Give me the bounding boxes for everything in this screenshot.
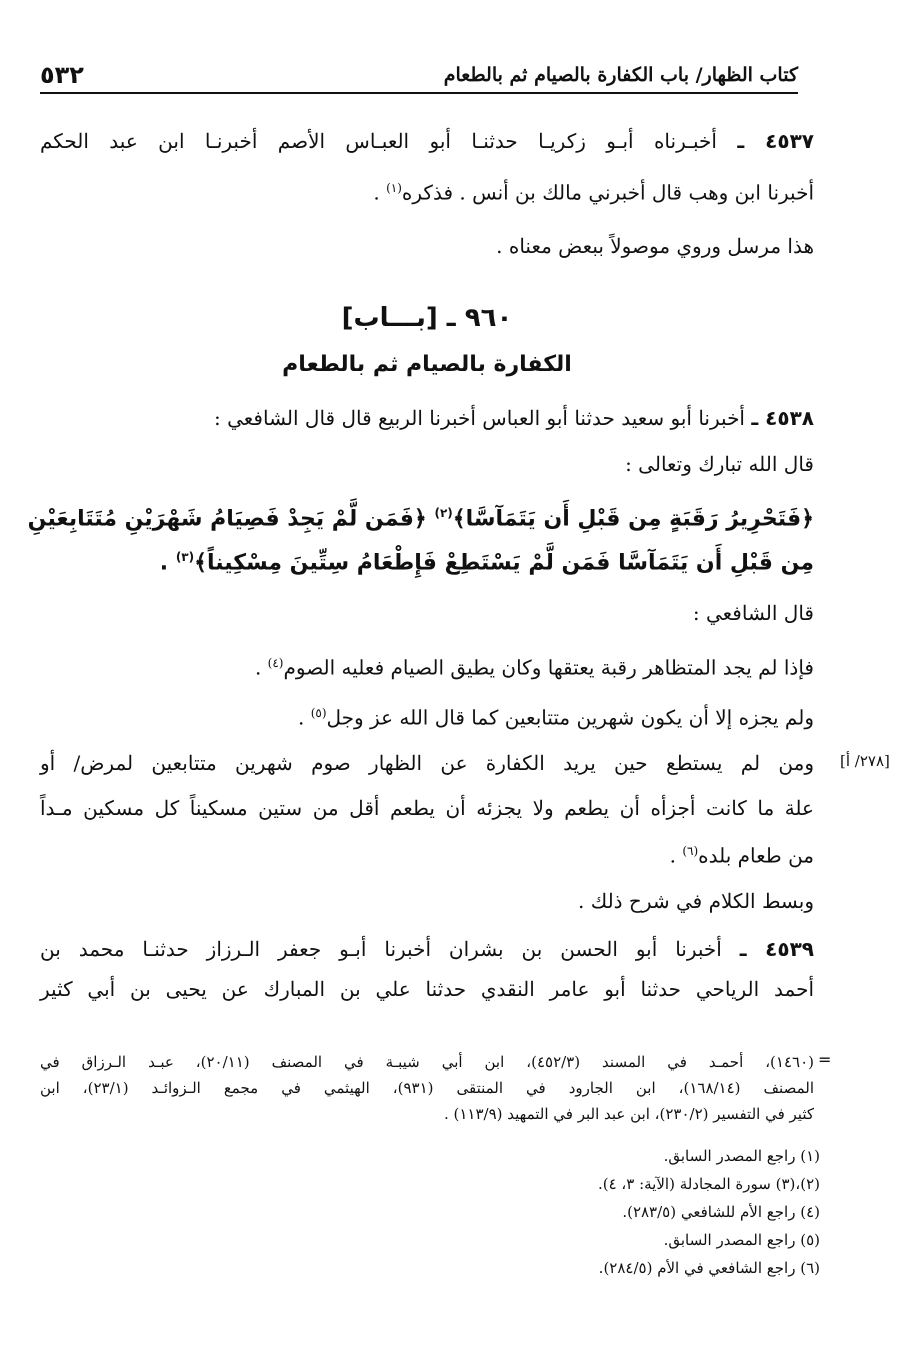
- quran-verse-line-1: [27, 498, 814, 534]
- header-title: كتاب الظهار/ باب الكفارة بالصيام ثم بالطعام: [443, 64, 798, 86]
- quran-text: ﴿فَمَن لَّمْ يَجِدْ فَصِيَامُ شَهْرَيْنِ مُتَتَابِعَيْنِ: [27, 506, 427, 532]
- page-number: ٥٣٢: [40, 61, 84, 89]
- paragraph-text: من طعام بلده: [698, 843, 814, 868]
- paragraph-wa-man-line-2: علة ما كانت أجزأه أن يطعم ولا يجزئه أن يطعم أقل من ستين مسكيناً كل مسكين مـداً: [40, 796, 814, 820]
- quran-text: ﴿فَتَحْرِيرُ رَقَبَةٍ مِن قَبْلِ أَن يَتَمَآسَّا﴾: [452, 506, 814, 532]
- footnote-continued-line-2: المصنف (١٦٨/١٤)، ابن الجارود في المنتقى (٩٣١)، الهيثمي في مجمع الـزوائـد (٢٣/١)، ابن: [40, 1079, 814, 1097]
- hadith-number: ٤٥٣٧ ـ: [737, 129, 814, 153]
- footnote-2-3: (٢)،(٣) سورة المجادلة (الآية: ٣، ٤).: [597, 1175, 820, 1193]
- quran-text: مِن قَبْلِ أَن يَتَمَآسَّا فَمَن لَّمْ يَسْتَطِعْ فَإِطْعَامُ سِتِّينَ مِسْكِيناً﴾: [194, 550, 814, 576]
- hadith-text: أخبرنا ابن وهب قال أخبرني مالك بن أنس . فذكره: [401, 180, 814, 205]
- footnote-ref: (٥): [310, 706, 327, 720]
- hadith-text: أخبرنا أبو الحسن بن بشران أخبرنا أبـو جعفر الـرزاز حدثنـا محمد بن: [40, 937, 722, 961]
- mursal-note: هذا مرسل وروي موصولاً ببعض معناه .: [496, 234, 814, 258]
- chapter-title: الكفارة بالصيام ثم بالطعام: [282, 352, 572, 377]
- footnote-6: (٦) راجع الشافعي في الأم (٢٨٤/٥).: [598, 1259, 820, 1277]
- footnote-4: (٤) راجع الأم للشافعي (٢٨٣/٥).: [622, 1203, 820, 1221]
- footnote-ref: (٣): [175, 550, 195, 564]
- hadith-4537-line-2: [373, 173, 814, 208]
- footnote-ref: (٦): [682, 844, 699, 858]
- paragraph-wa-man-line-3: من طعام بلده$^{(٦)}$ .: [669, 843, 814, 868]
- qala-shafii: قال الشافعي :: [692, 601, 814, 625]
- manuscript-folio-ref: [٢٧٨/ أ]: [840, 752, 890, 770]
- hadith-4539-line-2: أحمد الرياحي حدثنا أبو عامر النقدي حدثنا علي بن المبارك عن يحيى بن أبي كثير: [40, 977, 814, 1001]
- hadith-number: ٤٥٣٩ ـ: [739, 937, 814, 961]
- paragraph-text: فإذا لم يجد المتظاهر رقبة يعتقها وكان يطيق الصيام فعليه الصوم: [283, 655, 814, 680]
- quran-verse-line-2: مِن قَبْلِ أَن يَتَمَآسَّا فَمَن لَّمْ يَسْتَطِعْ فَإِطْعَامُ سِتِّينَ مِسْكِيناً﴾$^{(٣)}$ .: [159, 550, 814, 576]
- punctuation: .: [373, 180, 380, 205]
- hadith-text: أخبـرناه أبـو زكريـا حدثنـا أبو العبـاس الأصم أخبرنـا ابن عبد الحكم: [40, 129, 717, 153]
- footnote-continued-mark: =: [818, 1050, 832, 1069]
- footnote-continued-line-1: (١٤٦٠)، أحمـد في المسند (٤٥٢/٣)، ابن أبي شيبـة في المصنف (٢٠/١١)، عبـد الـرزاق في: [40, 1053, 814, 1071]
- footnote-ref: (٢): [434, 506, 453, 520]
- hadith-4538-line-1: [214, 403, 814, 433]
- paragraph-lam-yujzih: ولم يجزه إلا أن يكون شهرين متتابعين كما قال الله عز وجل$^{(٥)}$ .: [297, 705, 814, 730]
- running-header: [40, 58, 798, 94]
- hadith-4537-line-1: [40, 126, 814, 156]
- footnote-1: (١) راجع المصدر السابق.: [663, 1147, 820, 1165]
- footnote-5: (٥) راجع المصدر السابق.: [663, 1231, 820, 1249]
- hadith-4539-line-1: [40, 934, 814, 964]
- hadith-number: ٤٥٣٨ ـ: [751, 406, 814, 430]
- paragraph-wa-man-line-1: ومن لم يستطع حين يريد الكفارة عن الظهار صوم شهرين متتابعين لمرض/ أو: [40, 751, 814, 775]
- footnote-ref: (٤): [267, 656, 284, 670]
- hadith-text: أخبرنا أبو سعيد حدثنا أبو العباس أخبرنا الربيع قال قال الشافعي :: [214, 406, 745, 430]
- paragraph-fa-idha: فإذا لم يجد المتظاهر رقبة يعتقها وكان يطيق الصيام فعليه الصوم$^{(٤)}$ .: [254, 655, 814, 680]
- chapter-number: ٩٦٠ ـ [بـــاب]: [341, 303, 513, 333]
- qala-allah: قال الله تبارك وتعالى :: [625, 452, 814, 476]
- paragraph-text: ولم يجزه إلا أن يكون شهرين متتابعين كما قال الله عز وجل: [326, 705, 814, 730]
- basat-note: وبسط الكلام في شرح ذلك .: [578, 889, 814, 913]
- footnote-ref: (١): [386, 181, 402, 195]
- footnote-continued-line-3: كثير في التفسير (٢٣٠/٢)، ابن عبد البر في التمهيد (١١٣/٩) .: [443, 1105, 814, 1123]
